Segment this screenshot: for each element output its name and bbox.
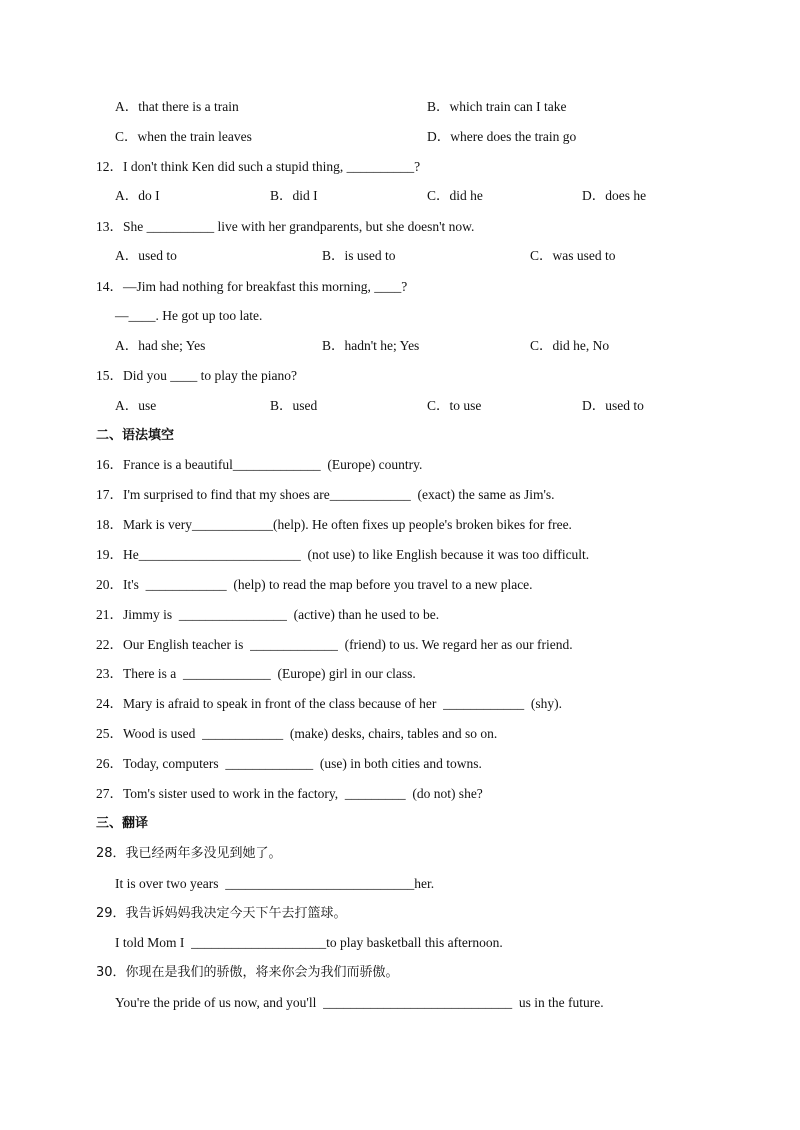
- q30-chinese: 30．你现在是我们的骄傲，将来你会为我们而骄傲。: [96, 965, 399, 980]
- grammar-item: 17．I'm surprised to find that my shoes are____________ (exact) the same as Jim's.: [96, 487, 555, 502]
- q12-stem: 12．I don't think Ken did such a stupid thing, __________?: [96, 159, 421, 174]
- q11-option-a: A．that there is a train: [115, 99, 239, 114]
- q12-option-a: A．do I: [115, 188, 160, 203]
- q11-option-b: B．which train can I take: [427, 99, 567, 114]
- q15-option-c: C．to use: [427, 398, 482, 413]
- q12-option-d: D．does he: [582, 188, 647, 203]
- grammar-item: 16．France is a beautiful_____________ (Europe) country.: [96, 457, 423, 472]
- q13-stem: 13．She __________ live with her grandparents, but she doesn't now.: [96, 219, 475, 234]
- grammar-item: 26．Today, computers _____________ (use) in both cities and towns.: [96, 756, 482, 771]
- q15-option-b: B．used: [270, 398, 318, 413]
- q13-option-c: C．was used to: [530, 248, 616, 263]
- q15-stem: 15．Did you ____ to play the piano?: [96, 368, 297, 383]
- q14-option-b: B．hadn't he; Yes: [322, 338, 420, 353]
- q11-option-d: D．where does the train go: [427, 129, 577, 144]
- section-heading-translation: 三、翻译: [96, 816, 149, 831]
- grammar-item: 23．There is a _____________ (Europe) girl in our class.: [96, 666, 416, 681]
- q12-option-c: C．did he: [427, 188, 483, 203]
- grammar-item: 20．It's ____________ (help) to read the map before you travel to a new place.: [96, 577, 533, 592]
- q14-option-c: C．did he, No: [530, 338, 610, 353]
- q29-english: I told Mom I ____________________to play basketball this afternoon.: [115, 935, 503, 950]
- q29-chinese: 29．我告诉妈妈我决定今天下午去打篮球。: [96, 906, 347, 921]
- q14-option-a: A．had she; Yes: [115, 338, 206, 353]
- grammar-item: 21．Jimmy is ________________ (active) than he used to be.: [96, 607, 440, 622]
- q30-english: You're the pride of us now, and you'll ____________________________ us in the future.: [115, 995, 604, 1010]
- grammar-item: 22．Our English teacher is _____________ (friend) to us. We regard her as our friend.: [96, 637, 573, 652]
- q15-option-a: A．use: [115, 398, 157, 413]
- q13-option-a: A．used to: [115, 248, 177, 263]
- q28-english: It is over two years ____________________________her.: [115, 876, 435, 891]
- grammar-item: 18．Mark is very____________(help). He often fixes up people's broken bikes for free.: [96, 517, 572, 532]
- q13-option-b: B．is used to: [322, 248, 396, 263]
- grammar-item: 27．Tom's sister used to work in the factory, _________ (do not) she?: [96, 786, 483, 801]
- q14-reply: —____. He got up too late.: [115, 308, 263, 323]
- q15-option-d: D．used to: [582, 398, 644, 413]
- section-heading-grammar: 二、语法填空: [96, 428, 175, 443]
- grammar-item: 25．Wood is used ____________ (make) desks, chairs, tables and so on.: [96, 726, 498, 741]
- q12-option-b: B．did I: [270, 188, 318, 203]
- grammar-item: 24．Mary is afraid to speak in front of the class because of her ____________ (shy).: [96, 696, 563, 711]
- grammar-item: 19．He________________________ (not use) to like English because it was too difficult.: [96, 547, 590, 562]
- q28-chinese: 28．我已经两年多没见到她了。: [96, 846, 282, 861]
- q11-option-c: C．when the train leaves: [115, 129, 252, 144]
- q14-stem: 14．—Jim had nothing for breakfast this morning, ____?: [96, 279, 408, 294]
